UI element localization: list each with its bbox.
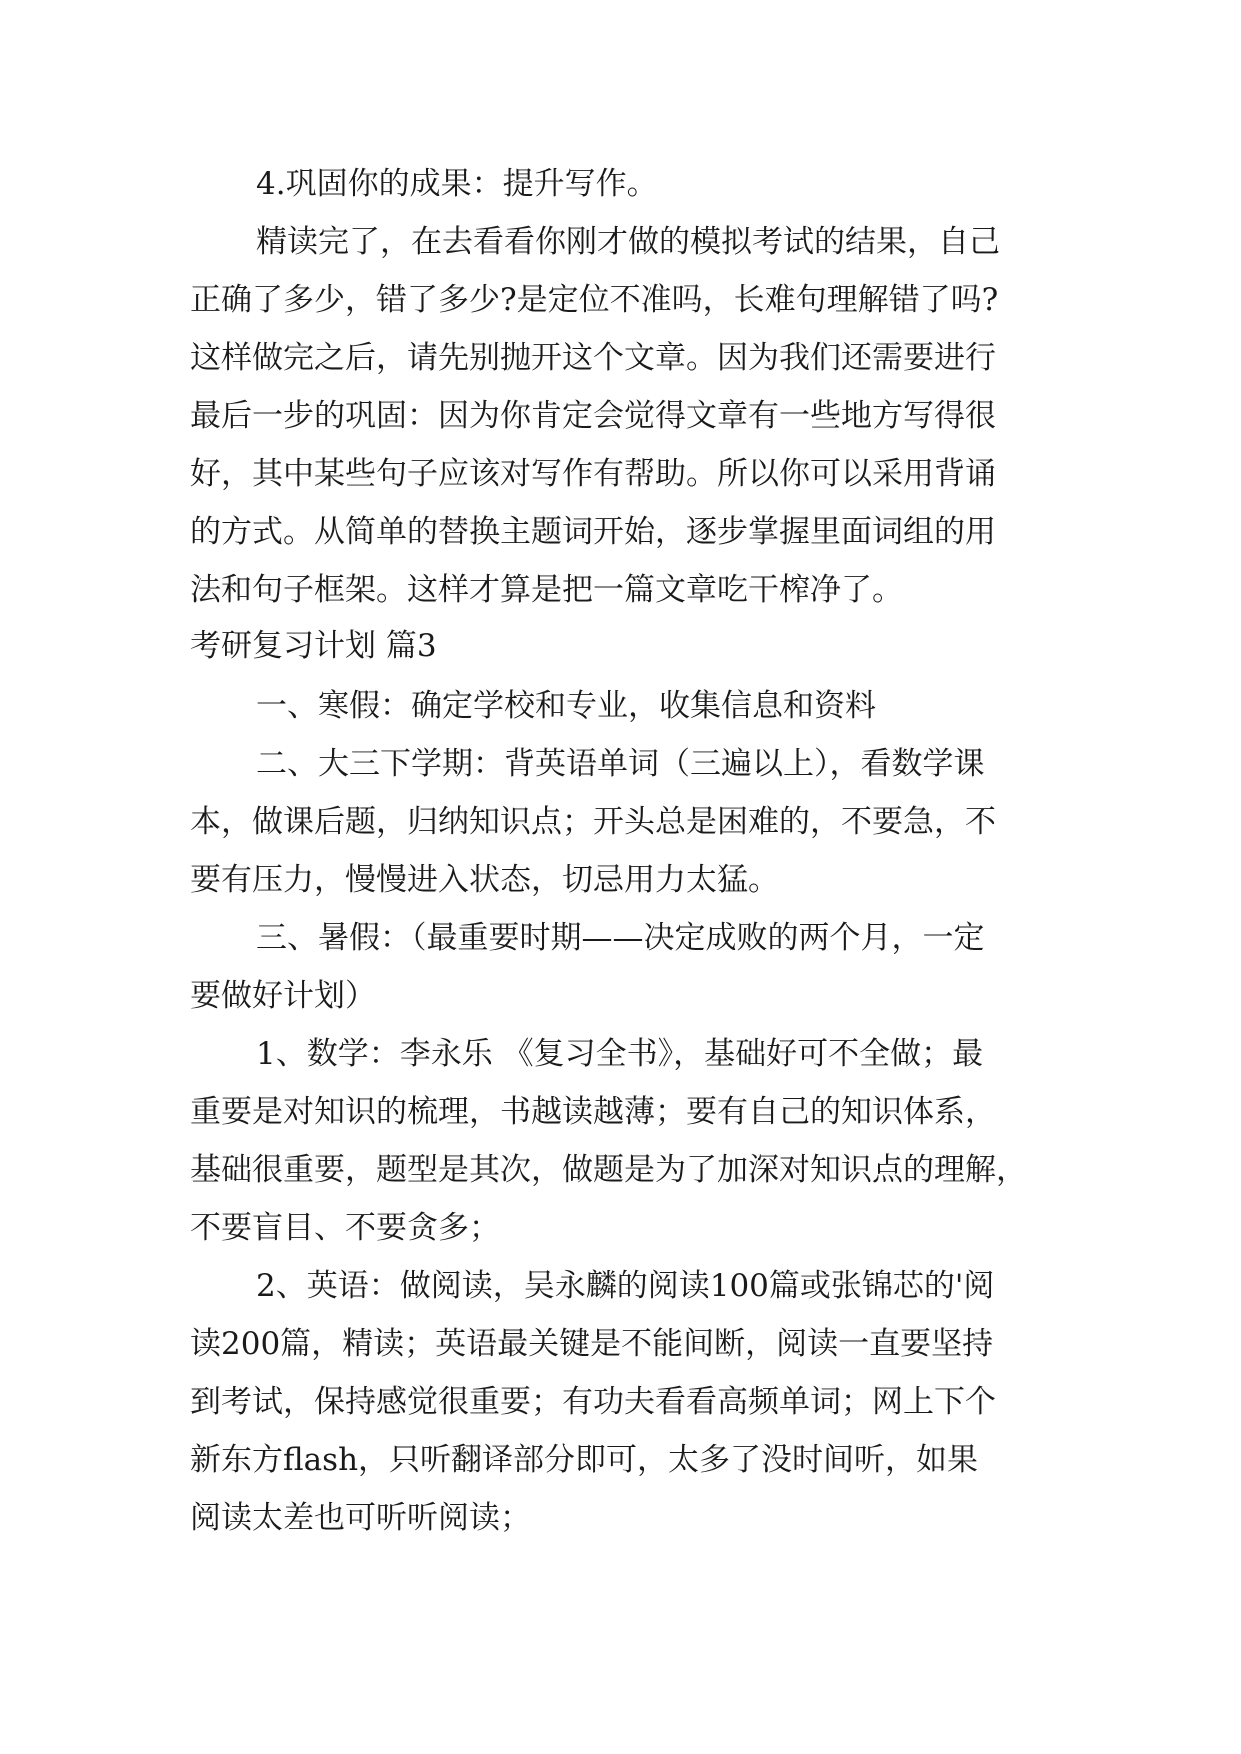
paragraph-line: 二、大三下学期：背英语单词（三遍以上），看数学课 xyxy=(256,746,985,782)
paragraph-line: 三、暑假：（最重要时期——决定成败的两个月，一定 xyxy=(256,920,985,956)
paragraph-line: 到考试，保持感觉很重要；有功夫看看高频单词；网上下个 xyxy=(190,1384,996,1420)
paragraph-line: 精读完了，在去看看你刚才做的模拟考试的结果，自己 xyxy=(256,224,1000,260)
paragraph-line: 基础很重要，题型是其次，做题是为了加深对知识点的理解， xyxy=(190,1152,1027,1188)
paragraph-line: 的方式。从简单的替换主题词开始，逐步掌握里面词组的用 xyxy=(190,514,996,550)
paragraph-line: 一、寒假：确定学校和专业，收集信息和资料 xyxy=(256,688,876,724)
paragraph-line: 要有压力，慢慢进入状态，切忌用力太猛。 xyxy=(190,862,779,898)
paragraph-line: 最后一步的巩固：因为你肯定会觉得文章有一些地方写得很 xyxy=(190,398,996,434)
step-heading: 4.巩固你的成果：提升写作。 xyxy=(256,166,658,202)
paragraph-line: 2、英语：做阅读，吴永麟的阅读100篇或张锦芯的'阅 xyxy=(256,1268,995,1304)
paragraph-line: 重要是对知识的梳理，书越读越薄；要有自己的知识体系， xyxy=(190,1094,996,1130)
paragraph-line: 1、数学：李永乐 《复习全书》，基础好可不全做；最 xyxy=(256,1036,984,1072)
section-title: 考研复习计划 篇3 xyxy=(190,628,437,664)
paragraph-line: 新东方flash，只听翻译部分即可，太多了没时间听，如果 xyxy=(190,1442,979,1478)
paragraph-line: 不要盲目、不要贪多； xyxy=(190,1210,500,1246)
paragraph-line: 法和句子框架。这样才算是把一篇文章吃干榨净了。 xyxy=(190,572,903,608)
paragraph-line: 读200篇，精读；英语最关键是不能间断，阅读一直要坚持 xyxy=(190,1326,994,1362)
paragraph-line: 这样做完之后，请先别抛开这个文章。因为我们还需要进行 xyxy=(190,340,996,376)
paragraph-line: 阅读太差也可听听阅读； xyxy=(190,1500,531,1536)
paragraph-line: 要做好计划） xyxy=(190,978,376,1014)
paragraph-line: 正确了多少，错了多少?是定位不准吗，长难句理解错了吗? xyxy=(190,282,999,318)
paragraph-line: 好，其中某些句子应该对写作有帮助。所以你可以采用背诵 xyxy=(190,456,996,492)
paragraph-line: 本，做课后题，归纳知识点；开头总是困难的，不要急，不 xyxy=(190,804,996,840)
